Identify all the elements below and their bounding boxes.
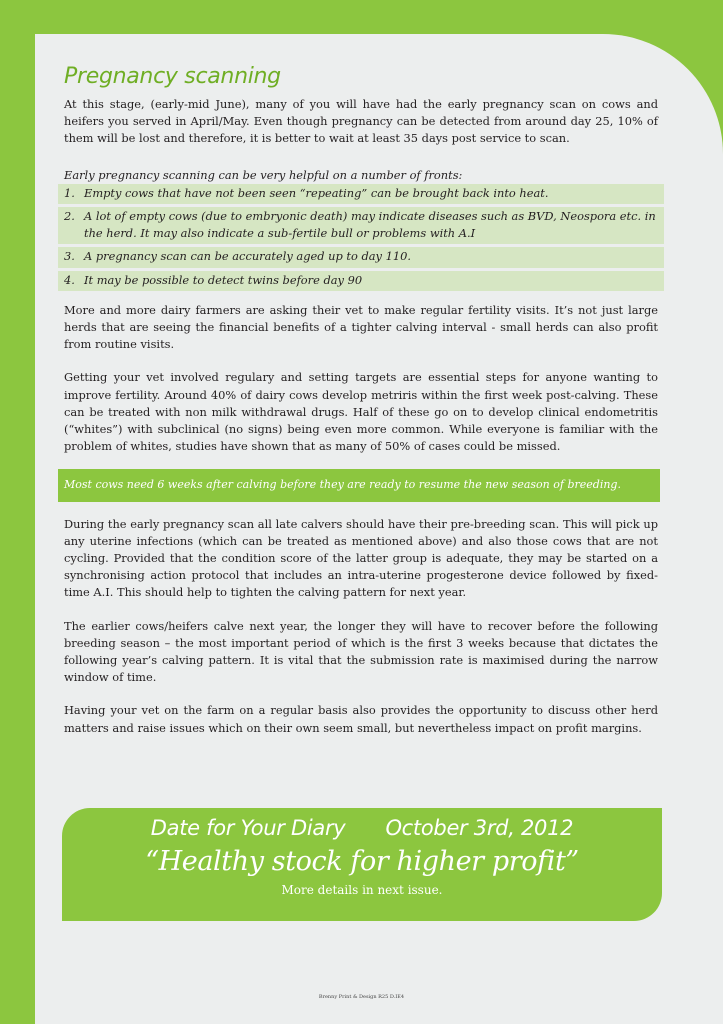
diary-date: October 3rd, 2012	[385, 816, 574, 840]
slogan: “Healthy stock for higher profit”	[145, 846, 579, 877]
list-item	[58, 247, 664, 267]
paragraph-fertility-visits: More and more dairy farmers are asking their vet to make regular fertility visits. It’s not just large herds that are seeing the financial benefits of a tighter calving interval - small herds can also profit from routine visits.	[64, 302, 658, 352]
list-intro: Early pregnancy scanning can be very helpful on a number of fronts:	[64, 167, 463, 182]
paragraph-metritis: Getting your vet involved regulary and setting targets are essential steps for anyone wanting to improve fertility. Around 40% of dairy cows develop metriris within the first week post-calving. These can be treated with non milk withdrawal drugs. Half of these go on to develop clinical endometritis (“whites”) with subclinical (no signs) being even more common. While everyone is familiar with the problem of whites, studies have shown that as many of 50% of cases could be missed.	[64, 370, 658, 454]
list-item	[58, 184, 664, 204]
list-item	[58, 207, 664, 244]
list-text: A lot of empty cows (due to embryonic death) may indicate diseases such as BVD, Neospora etc. in the herd. It may also indicate a sub-fertile bull or problems with A.I	[84, 209, 656, 241]
list-number: 3.	[64, 249, 75, 264]
list-number: 1.	[64, 185, 75, 200]
list-number: 2.	[64, 209, 75, 224]
list-number: 4.	[64, 272, 75, 287]
diary-box	[62, 808, 662, 921]
list-item	[58, 271, 664, 291]
diary-label: Date for Your Diary	[150, 816, 346, 840]
more-details: More details in next issue.	[281, 883, 443, 897]
benefits-list	[58, 184, 664, 291]
paragraph-vet-visits: Having your vet on the farm on a regular basis also provides the opportunity to discuss other herd matters and raise issues which on their own seem small, but nevertheless impact on profit margins.	[64, 703, 658, 735]
list-text: A pregnancy scan can be accurately aged up to day 110.	[84, 249, 411, 264]
intro-paragraph: At this stage, (early-mid June), many of you will have had the early pregnancy scan on cows and heifers you served in April/May. Even though pregnancy can be detected from around day 25, 10% of them will be lost and therefore, it is better to wait at least 35 days post service to scan.	[64, 97, 658, 146]
list-text: Empty cows that have not been seen “repeating” can be brought back into heat.	[84, 185, 549, 200]
paragraph-calving-pattern: The earlier cows/heifers calve next year, the longer they will have to recover before the following breeding season – the most important period of which is the first 3 weeks because that dictates the following year’s calving pattern. It is vital that the submission rate is maximised during the narrow window of time.	[64, 618, 658, 685]
article	[64, 60, 658, 737]
page-title: Pregnancy scanning	[64, 64, 281, 89]
highlight-banner: Most cows need 6 weeks after calving before they are ready to resume the new season of breeding.	[58, 469, 660, 501]
diary-line	[62, 816, 662, 840]
print-credit: Brenny Print & Design R25 D.IE4	[318, 994, 405, 1000]
paragraph-pre-breeding: During the early pregnancy scan all late calvers should have their pre-breeding scan. This will pick up any uterine infections (which can be treated as mentioned above) and also those cows that are not cycling. Provided that the condition score of the latter group is adequate, they may be started on a synchronising action protocol that includes an intra-uterine progesterone device followed by fixed-time A.I. This should help to tighten the calving pattern for next year.	[64, 516, 658, 600]
list-text: It may be possible to detect twins before day 90	[84, 272, 363, 287]
